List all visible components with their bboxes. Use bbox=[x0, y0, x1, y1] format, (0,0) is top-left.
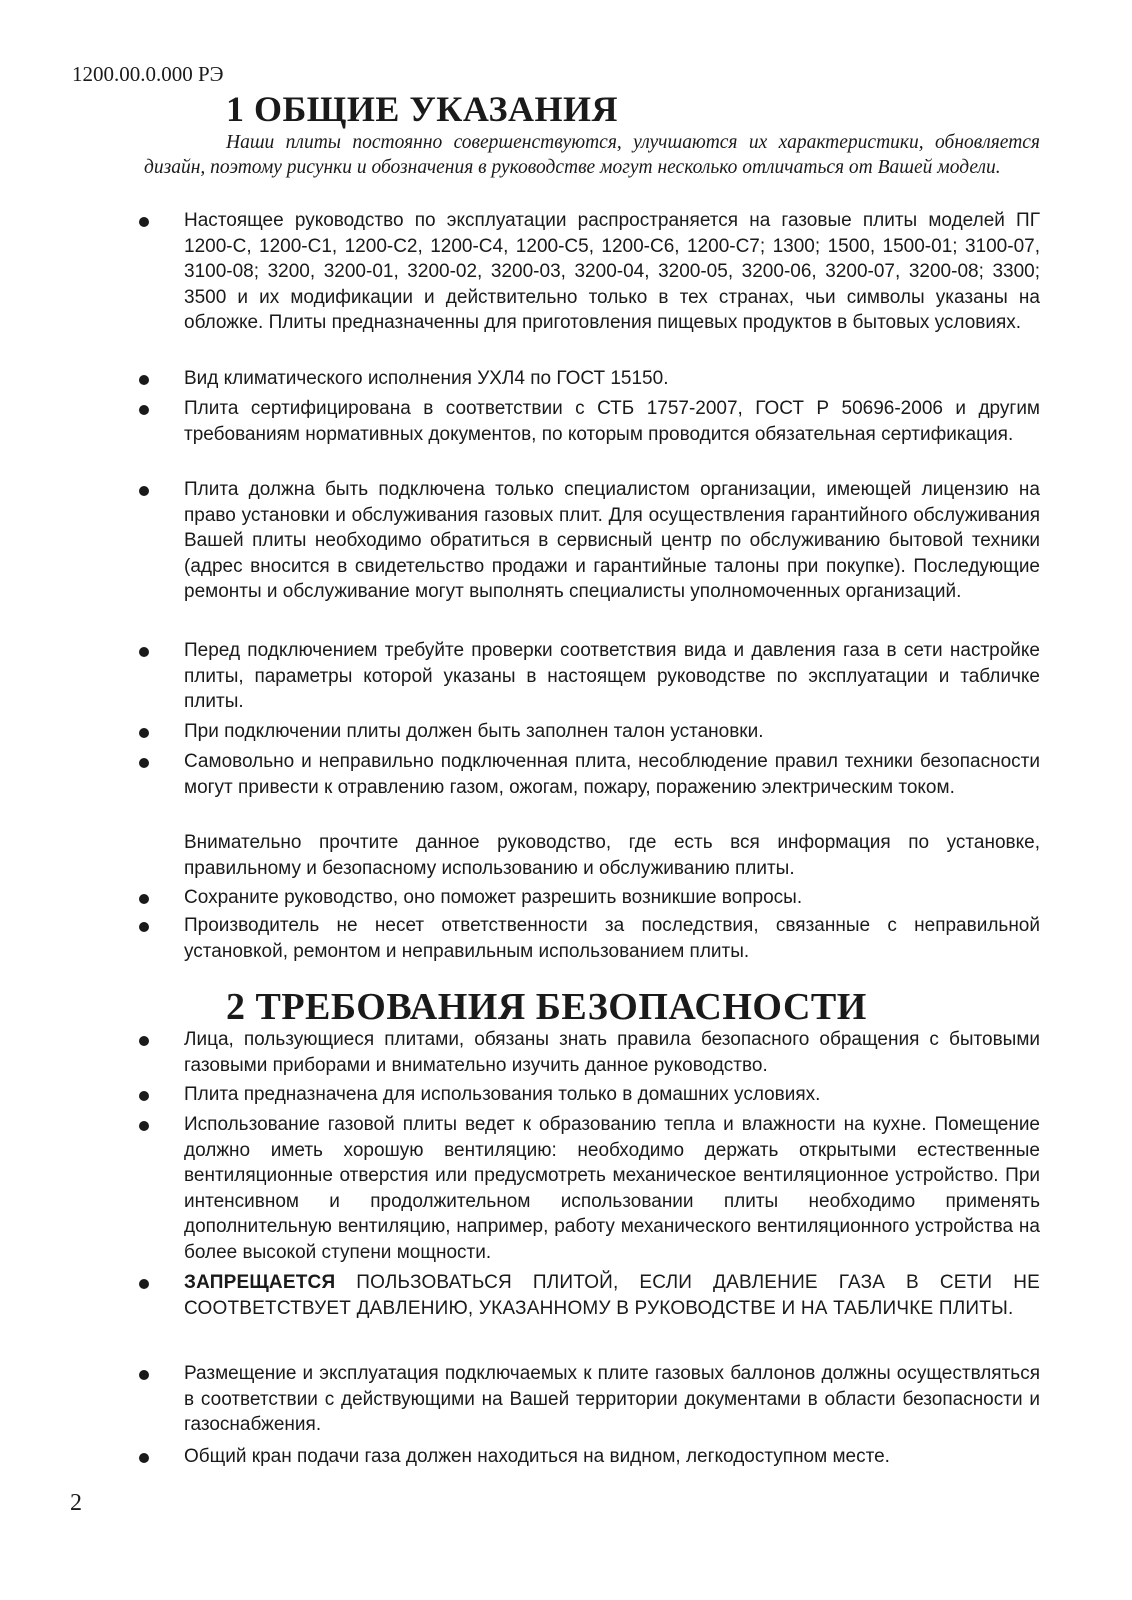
bullet-icon bbox=[139, 647, 149, 657]
list-item-text: Общий кран подачи газа должен находиться на видном, легкодоступном месте. bbox=[184, 1446, 890, 1467]
list-item-text: Плита предназначена для использования только в домашних условиях. bbox=[184, 1084, 821, 1105]
bullet-icon bbox=[139, 405, 149, 415]
list-item bbox=[184, 913, 1040, 964]
list-item-text: Настоящее руководство по эксплуатации распространяется на газовые плиты моделей ПГ 1200-С, 1200-С1, 1200-С2, 1200-С4, 1200-С5, 1200-С6, 1200-С7; 1300; 1500, 1500-01; 3100-07, 3100-08; 3200, 3200-01, 3200-02, 3200-03, 3200-04, 3200-05, 3200-06, 3200-07, 3200-08; 3300; 3500 и их модификации и действительно только в тех странах, чьи символы указаны на обложке. Плиты предназначенны для приготовления пищевых продуктов в бытовых условиях. bbox=[184, 210, 1040, 333]
bullet-icon bbox=[139, 1121, 149, 1131]
bullet-icon bbox=[139, 375, 149, 385]
list-item bbox=[184, 749, 1040, 800]
bullet-icon bbox=[139, 1453, 149, 1463]
bullet-icon bbox=[139, 922, 149, 932]
list-item-text: Плита должна быть подключена только специалистом организации, имеющей лицензию на право установки и обслуживания газовых плит. Для осуществления гарантийного обслуживания Вашей плиты необходимо обратиться в сервисный центр по обслуживанию бытовой техники (адрес вносится в свидетельство продажи и гарантийные талоны при покупке). Последующие ремонты и обслуживание могут выполнять специалисты уполномоченных организаций. bbox=[184, 479, 1040, 602]
list-item bbox=[184, 885, 1040, 911]
document-code: 1200.00.0.000 РЭ bbox=[72, 62, 224, 86]
list-item bbox=[184, 396, 1040, 447]
list-item-text: Вид климатического исполнения УХЛ4 по ГОСТ 15150. bbox=[184, 368, 669, 389]
section-1-note: Внимательно прочтите данное руководство, где есть вся информация по установке, правильному и безопасному использованию и обслуживанию плиты. bbox=[184, 832, 1040, 879]
list-item-text: Сохраните руководство, оно поможет разрешить возникшие вопросы. bbox=[184, 887, 803, 908]
list-item-text: Использование газовой плиты ведет к образованию тепла и влажности на кухне. Помещение должно иметь хорошую вентиляцию: необходимо держать открытыми естественные вентиляционные отверстия или предусмотреть механическое вентиляционное устройство. При интенсивном и продолжительном использовании плиты необходимо применять дополнительную вентиляцию, например, работу механического вентиляционного устройства на более высокой ступени мощности. bbox=[184, 1114, 1040, 1263]
bullet-icon bbox=[139, 1091, 149, 1101]
list-item bbox=[184, 1027, 1040, 1078]
list-item-text: При подключении плиты должен быть заполнен талон установки. bbox=[184, 721, 764, 742]
bullet-icon bbox=[139, 728, 149, 738]
warning-text: ПОЛЬЗОВАТЬСЯ ПЛИТОЙ, ЕСЛИ ДАВЛЕНИЕ ГАЗА В СЕТИ НЕ СООТВЕТСТВУЕТ ДАВЛЕНИЮ, УКАЗАННОМУ В РУКОВОДСТВЕ И НА ТАБЛИЧКЕ ПЛИТЫ. bbox=[184, 1272, 1040, 1319]
list-item-text: Лица, пользующиеся плитами, обязаны знать правила безопасного обращения с бытовыми газовыми приборами и внимательно изучить данное руководство. bbox=[184, 1029, 1040, 1076]
list-item bbox=[184, 208, 1040, 336]
list-item bbox=[184, 1082, 1040, 1108]
list-item-text: Перед подключением требуйте проверки соответствия вида и давления газа в сети настройке плиты, параметры которой указаны в настоящем руководстве по эксплуатации и табличке плиты. bbox=[184, 640, 1040, 712]
bullet-icon bbox=[139, 1036, 149, 1046]
bullet-icon bbox=[139, 894, 149, 904]
bullet-icon bbox=[139, 1279, 149, 1289]
list-item-text: Самовольно и неправильно подключенная плита, несоблюдение правил техники безопасности могут привести к отравлению газом, ожогам, пожару, поражению электрическим током. bbox=[184, 751, 1040, 798]
page-number: 2 bbox=[70, 1490, 82, 1516]
section-2-title: 2 ТРЕБОВАНИЯ БЕЗОПАСНОСТИ bbox=[226, 986, 867, 1028]
list-item-text: Производитель не несет ответственности за последствия, связанные с неправильной установкой, ремонтом и неправильным использованием плиты. bbox=[184, 915, 1040, 962]
list-item bbox=[184, 477, 1040, 605]
warning-item bbox=[184, 1270, 1040, 1321]
bullet-icon bbox=[139, 486, 149, 496]
bullet-icon bbox=[139, 758, 149, 768]
warning-bold: ЗАПРЕЩАЕТСЯ bbox=[184, 1272, 336, 1293]
list-item bbox=[184, 1112, 1040, 1265]
list-item bbox=[184, 638, 1040, 715]
bullet-icon bbox=[139, 217, 149, 227]
section-1-intro: Наши плиты постоянно совершенствуются, улучшаются их характеристики, обновляется дизайн, поэтому рисунки и обозначения в руководстве могут несколько отличаться от Вашей модели. bbox=[144, 132, 1040, 178]
list-item-text: Размещение и эксплуатация подключаемых к плите газовых баллонов должны осуществляться в соответствии с действующими на Вашей территории документами в области безопасности и газоснабжения. bbox=[184, 1363, 1040, 1435]
list-item bbox=[184, 1444, 1040, 1470]
bullet-icon bbox=[139, 1370, 149, 1380]
section-1-title: 1 ОБЩИЕ УКАЗАНИЯ bbox=[226, 89, 618, 129]
list-item-text: Плита сертифицирована в соответствии с СТБ 1757-2007, ГОСТ Р 50696-2006 и другим требованиям нормативных документов, по которым проводится обязательная сертификация. bbox=[184, 398, 1040, 445]
list-item bbox=[184, 719, 1040, 745]
list-item bbox=[184, 366, 1040, 392]
list-item bbox=[184, 1361, 1040, 1438]
